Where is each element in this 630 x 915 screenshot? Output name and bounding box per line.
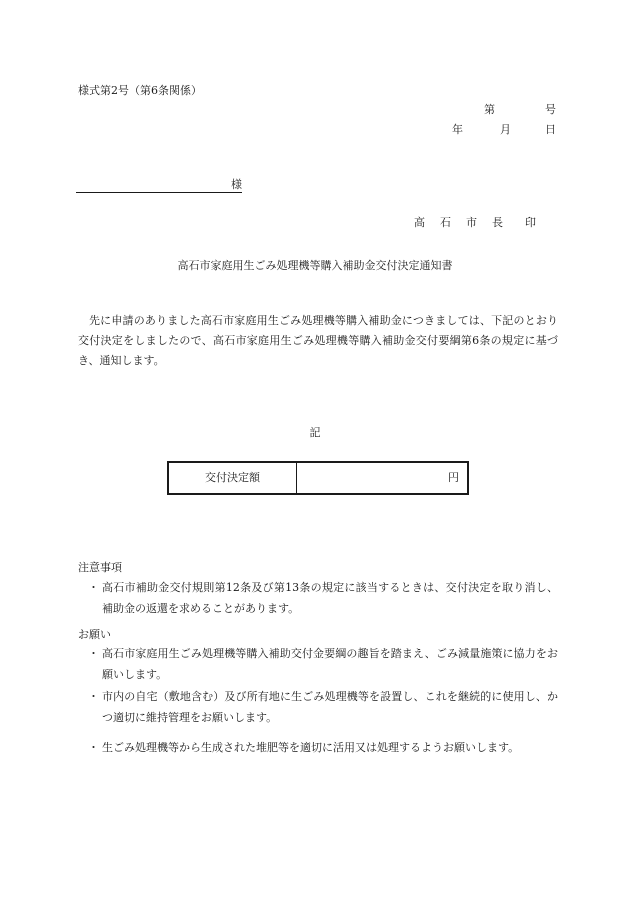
bullet-mark: ・ bbox=[88, 647, 99, 660]
addressee-line bbox=[76, 178, 242, 193]
requests-item-text: 高石市家庭用生ごみ処理機等購入補助交付金要綱の趣旨を踏まえ、ごみ減量施策に協力をお願いします。 bbox=[102, 647, 558, 681]
bullet-mark: ・ bbox=[88, 741, 99, 754]
amount-label: 交付決定額 bbox=[169, 463, 297, 493]
number-prefix: 第 bbox=[484, 103, 495, 116]
requests-item-text: 生ごみ処理機等から生成された堆肥等を適切に活用又は処理するようお願いします。 bbox=[102, 741, 520, 754]
ki-heading: 記 bbox=[309, 426, 321, 439]
date-day: 日 bbox=[545, 123, 556, 136]
body-text: 先に申請のありました高石市家庭用生ごみ処理機等購入補助金につきましては、下記のとおり交付決定をしましたので、高石市家庭用生ごみ処理機等購入補助金交付要綱第6条の規定に基づき、通知します。 bbox=[78, 314, 558, 367]
list-item bbox=[88, 686, 558, 728]
issuer-seal: 印 bbox=[525, 216, 538, 229]
bullet-mark: ・ bbox=[88, 581, 99, 594]
addressee-honorific: 様 bbox=[231, 177, 242, 191]
bullet-mark: ・ bbox=[88, 690, 99, 703]
requests-heading: お願い bbox=[78, 628, 111, 641]
requests-item-text: 市内の自宅（敷地含む）及び所有地に生ごみ処理機等を設置し、これを継続的に使用し、かつ適切に維持管理をお願いします。 bbox=[102, 690, 558, 724]
list-item bbox=[88, 577, 558, 619]
number-suffix: 号 bbox=[545, 103, 556, 116]
notes-heading: 注意事項 bbox=[78, 561, 122, 574]
document-title: 高石市家庭用生ごみ処理機等購入補助金交付決定通知書 bbox=[177, 259, 453, 272]
amount-unit: 円 bbox=[448, 471, 459, 485]
list-item bbox=[88, 737, 558, 758]
body-paragraph bbox=[78, 311, 558, 371]
amount-table bbox=[167, 461, 469, 495]
date-month: 月 bbox=[500, 123, 511, 136]
form-number: 様式第2号（第6条関係） bbox=[78, 84, 202, 97]
list-item bbox=[88, 643, 558, 685]
date-year: 年 bbox=[452, 123, 463, 136]
notes-item-text: 高石市補助金交付規則第12条及び第13条の規定に該当するときは、交付決定を取り消し、補助金の返還を求めることがあります。 bbox=[102, 581, 558, 615]
issuer bbox=[414, 216, 538, 229]
amount-value bbox=[297, 463, 467, 493]
issuer-name: 高 石 市 長 bbox=[414, 216, 505, 229]
